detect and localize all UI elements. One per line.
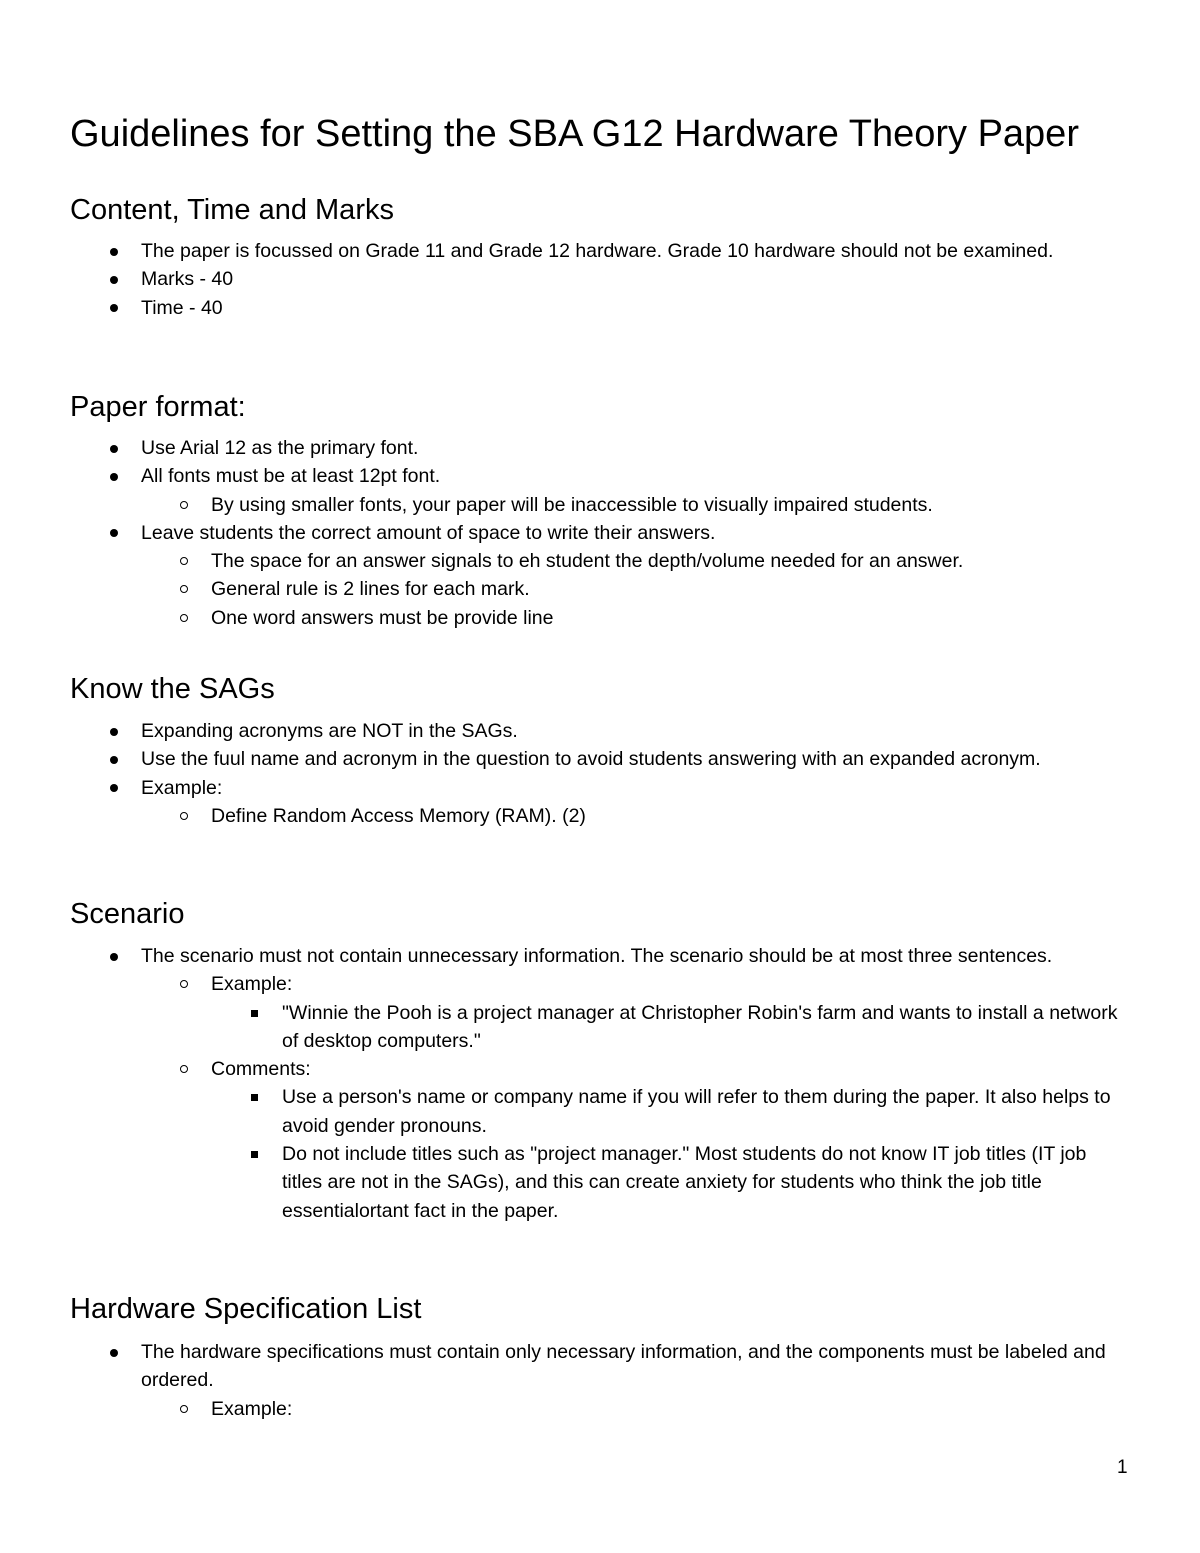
list-item: The paper is focussed on Grade 11 and Grade 12 hardware. Grade 10 hardware should not be examined.	[141, 237, 1131, 265]
sublist-item	[211, 970, 1131, 1055]
list-hardware-specification	[141, 1338, 1131, 1423]
list-item-text: The hardware specifications must contain only necessary information, and the components must be labeled and ordered.	[141, 1341, 1106, 1392]
sublist	[211, 802, 1131, 830]
list-scenario	[141, 942, 1131, 1225]
sub-sublist-item: "Winnie the Pooh is a project manager at Christopher Robin's farm and wants to install a network of desktop computers."	[282, 999, 1131, 1056]
list-item: Marks - 40	[141, 265, 1131, 293]
sublist-item: Example:	[211, 1395, 1131, 1423]
sublist	[211, 970, 1131, 1225]
list-paper-format	[141, 434, 1131, 632]
heading-content-time-marks: Content, Time and Marks	[70, 194, 394, 226]
list-item	[141, 774, 1131, 831]
list-item	[141, 519, 1131, 632]
sub-sublist	[282, 1083, 1131, 1224]
list-item: Use Arial 12 as the primary font.	[141, 434, 1131, 462]
list-item: Time - 40	[141, 294, 1131, 322]
sub-sublist	[282, 999, 1131, 1056]
sub-sublist-item: Do not include titles such as "project manager." Most students do not know IT job titles (IT job titles are not in the SAGs), and this can create anxiety for students who think the job title essentialortant fact in the paper.	[282, 1140, 1131, 1225]
list-content-time-marks	[141, 237, 1131, 322]
heading-know-the-sags: Know the SAGs	[70, 673, 275, 705]
list-item	[141, 462, 1131, 519]
sublist	[211, 547, 1131, 632]
list-item	[141, 942, 1131, 1225]
sublist-item: General rule is 2 lines for each mark.	[211, 575, 1131, 603]
sublist-item: One word answers must be provide line	[211, 604, 1131, 632]
sublist-item-label: Comments:	[211, 1058, 311, 1081]
list-know-the-sags	[141, 717, 1131, 830]
heading-hardware-specification-list: Hardware Specification List	[70, 1293, 422, 1325]
sublist-item: By using smaller fonts, your paper will be inaccessible to visually impaired students.	[211, 491, 1131, 519]
sublist	[211, 1395, 1131, 1423]
heading-paper-format: Paper format:	[70, 391, 246, 423]
sublist-item-label: Example:	[211, 973, 293, 996]
list-item-text: Example:	[141, 776, 223, 799]
document-title: Guidelines for Setting the SBA G12 Hardware Theory Paper	[70, 113, 1079, 155]
sublist-item: Define Random Access Memory (RAM). (2)	[211, 802, 1131, 830]
page-number: 1	[1117, 1457, 1128, 1478]
sub-sublist-item: Use a person's name or company name if you will refer to them during the paper. It also helps to avoid gender pronouns.	[282, 1083, 1131, 1140]
sublist-item: The space for an answer signals to eh student the depth/volume needed for an answer.	[211, 547, 1131, 575]
sublist-item	[211, 1055, 1131, 1225]
list-item: Use the fuul name and acronym in the question to avoid students answering with an expanded acronym.	[141, 745, 1131, 773]
list-item-text: The scenario must not contain unnecessary information. The scenario should be at most three sentences.	[141, 945, 1053, 967]
sublist	[211, 491, 1131, 519]
heading-scenario: Scenario	[70, 898, 185, 930]
list-item-text: Leave students the correct amount of space to write their answers.	[141, 521, 716, 544]
list-item: Expanding acronyms are NOT in the SAGs.	[141, 717, 1131, 745]
list-item	[141, 1338, 1131, 1423]
list-item-text: All fonts must be at least 12pt font.	[141, 465, 441, 488]
